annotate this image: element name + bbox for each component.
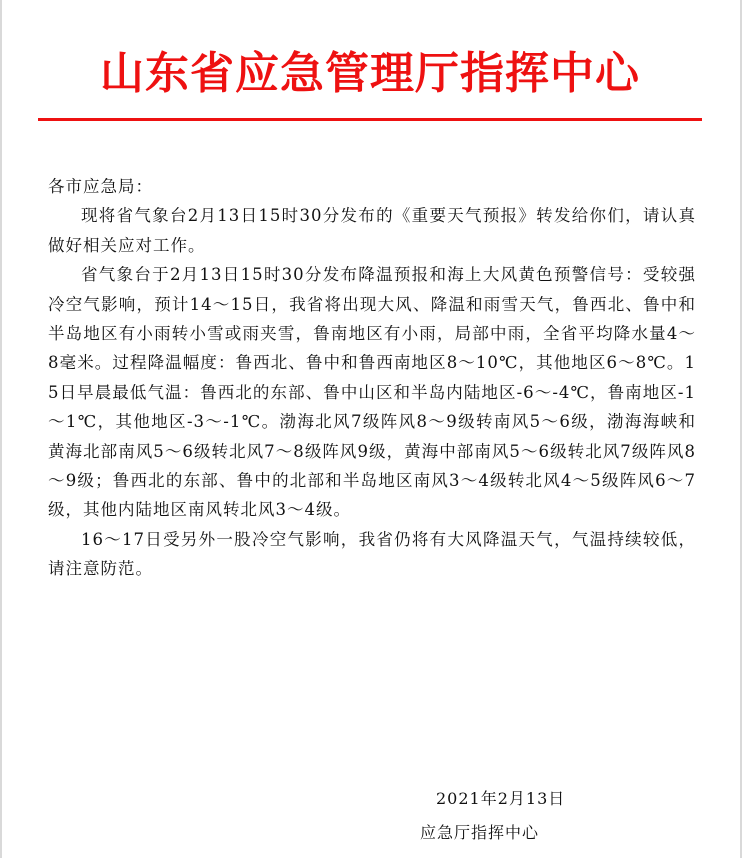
paragraph-followup-notice: 16～17日受另外一股冷空气影响，我省仍将有大风降温天气，气温持续较低，请注意防范。 bbox=[48, 529, 696, 579]
paragraph-forward-notice: 现将省气象台2月13日15时30分发布的《重要天气预报》转发给你们，请认真做好相关应对工作。 bbox=[48, 206, 696, 255]
document-body bbox=[48, 172, 696, 584]
page-frame-left bbox=[0, 0, 2, 858]
signature-issuer: 应急厅指挥中心 bbox=[420, 823, 540, 842]
letterhead bbox=[38, 46, 702, 102]
letterhead-divider bbox=[38, 118, 702, 121]
salutation: 各市应急局： bbox=[48, 177, 153, 196]
paragraph-forecast-details: 省气象台于2月13日15时30分发布降温预报和海上大风黄色预警信号：受较强冷空气影响，预计14～15日，我省将出现大风、降温和雨雪天气，鲁西北、鲁中和半岛地区有小雨转小雪或雨夹雪，鲁南地区有小雨，局部中雨，全省平均降水量4～8毫米。过程降温幅度：鲁西北、鲁中和鲁西南地区8～10℃，其他地区6～8℃。15日早晨最低气温：鲁西北的东部、鲁中山区和半岛内陆地区-6～-4℃，鲁南地区-1～1℃，其他地区-3～-1℃。渤海北风7级阵风8～9级转南风5～6级，渤海海峡和黄海北部南风5～6级转北风7～8级阵风9级，黄海中部南风5～6级转北风7级阵风8～9级；鲁西北的东部、鲁中的北部和半岛地区南风3～4级转北风4～5级阵风6～7级，其他内陆地区南风转北风3～4级。 bbox=[48, 265, 696, 520]
organization-title: 山东省应急管理厅指挥中心 bbox=[100, 48, 640, 99]
signature-date: 2021年2月13日 bbox=[436, 789, 566, 808]
signature-block bbox=[420, 782, 565, 850]
